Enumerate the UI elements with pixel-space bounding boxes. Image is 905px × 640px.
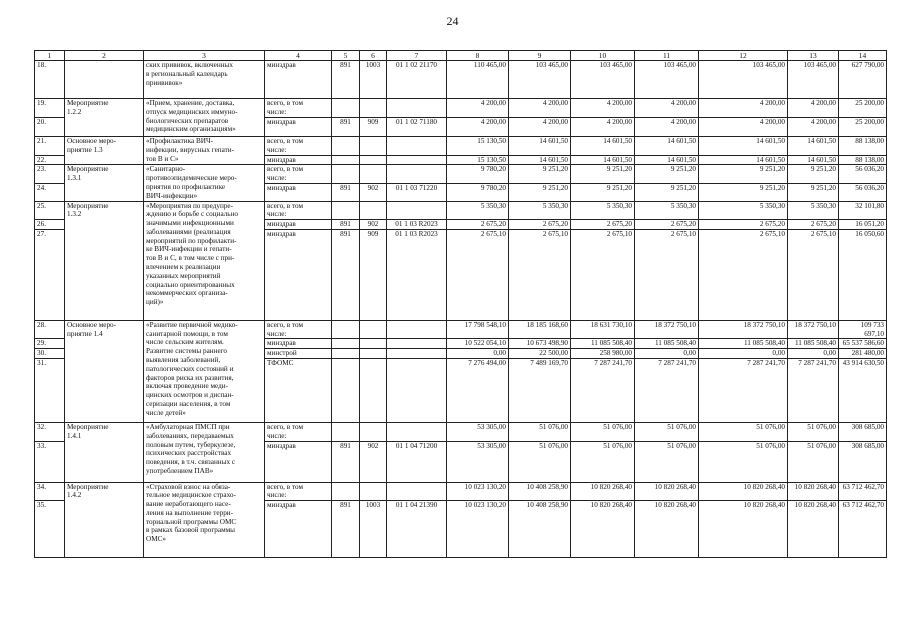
year-amount-cell: 9 251,20	[699, 184, 788, 201]
total-amount-cell: 308 685,00	[839, 441, 887, 482]
target-article-cell	[387, 155, 447, 165]
target-article-cell: 01 1 02 71180	[387, 118, 447, 137]
row-number-cell: 22.	[35, 155, 65, 165]
year-amount-cell: 4 200,00	[635, 118, 699, 137]
row-number-cell: 27.	[35, 229, 65, 320]
year-amount-cell: 9 251,20	[699, 165, 788, 184]
year-amount-cell: 10 820 268,40	[571, 501, 635, 558]
year-amount-cell: 0,00	[699, 349, 788, 359]
target-article-cell: 01 1 02 21170	[387, 61, 447, 99]
program-cell: Мероприятие 1.3.1	[65, 165, 144, 201]
year-amount-cell: 51 076,00	[635, 422, 699, 441]
executor-cell: минстрой	[265, 349, 332, 359]
row-number-cell: 26.	[35, 220, 65, 230]
grbs-code-cell	[332, 165, 360, 184]
program-cell: Основное меро- приятие 1.3	[65, 137, 144, 165]
row-number-cell: 24.	[35, 184, 65, 201]
grbs-code-cell: 891	[332, 220, 360, 230]
year-amount-cell: 5 350,30	[509, 201, 571, 220]
activity-name-cell: ских прививок, включенных в региональный календарь приививок»	[144, 61, 265, 99]
grbs-code-cell	[332, 482, 360, 501]
total-amount-cell: 63 712 462,70	[839, 482, 887, 501]
year-amount-cell: 10 820 268,40	[699, 482, 788, 501]
total-amount-cell: 109 733 697,10	[839, 320, 887, 339]
year-amount-cell: 0,00	[635, 349, 699, 359]
table-row	[35, 61, 887, 99]
year-amount-cell: 10 673 498,90	[509, 339, 571, 349]
year-amount-cell: 14 601,50	[788, 155, 839, 165]
year-amount-cell: 14 601,50	[509, 155, 571, 165]
section-code-cell	[360, 349, 387, 359]
year-amount-cell: 14 601,50	[699, 155, 788, 165]
year-amount-cell: 14 601,50	[509, 137, 571, 156]
target-article-cell: 01 1 03 R2023	[387, 229, 447, 320]
year-amount-cell: 9 251,20	[509, 184, 571, 201]
total-amount-cell: 63 712 462,70	[839, 501, 887, 558]
executor-cell: минздрав	[265, 501, 332, 558]
year-amount-cell: 9 251,20	[788, 184, 839, 201]
grbs-code-cell	[332, 358, 360, 422]
year-amount-cell: 18 631 730,10	[571, 320, 635, 339]
total-amount-cell: 43 914 630,50	[839, 358, 887, 422]
section-code-cell: 1003	[360, 61, 387, 99]
grbs-code-cell	[332, 349, 360, 359]
column-number-cell: 14	[839, 51, 887, 61]
grbs-code-cell: 891	[332, 61, 360, 99]
page-number: 24	[446, 14, 459, 28]
section-code-cell: 902	[360, 220, 387, 230]
total-amount-cell: 32 101,80	[839, 201, 887, 220]
year-amount-cell: 4 200,00	[699, 99, 788, 118]
year-amount-cell: 4 200,00	[788, 118, 839, 137]
year-amount-cell: 9 251,20	[788, 165, 839, 184]
budget-table	[34, 50, 887, 558]
year-amount-cell: 9 251,20	[635, 184, 699, 201]
year-amount-cell: 14 601,50	[635, 155, 699, 165]
target-article-cell: 01 1 04 71200	[387, 441, 447, 482]
row-number-cell: 33.	[35, 441, 65, 482]
executor-cell: минздрав	[265, 184, 332, 201]
target-article-cell	[387, 201, 447, 220]
target-article-cell: 01 1 04 21390	[387, 501, 447, 558]
executor-cell: всего, в том числе:	[265, 165, 332, 184]
section-code-cell: 902	[360, 184, 387, 201]
target-article-cell	[387, 137, 447, 156]
target-article-cell	[387, 482, 447, 501]
grbs-code-cell: 891	[332, 184, 360, 201]
year-amount-cell: 15 130,50	[447, 155, 509, 165]
year-amount-cell: 51 076,00	[571, 441, 635, 482]
year-amount-cell: 9 780,20	[447, 165, 509, 184]
row-number-cell: 35.	[35, 501, 65, 558]
year-amount-cell: 2 675,20	[635, 220, 699, 230]
year-amount-cell: 18 372 750,10	[699, 320, 788, 339]
year-amount-cell: 2 675,10	[571, 229, 635, 320]
executor-cell: минздрав	[265, 155, 332, 165]
executor-cell: всего, в том числе:	[265, 201, 332, 220]
year-amount-cell: 18 185 168,60	[509, 320, 571, 339]
target-article-cell	[387, 339, 447, 349]
year-amount-cell: 10 820 268,40	[635, 501, 699, 558]
column-number-cell: 9	[509, 51, 571, 61]
year-amount-cell: 4 200,00	[509, 118, 571, 137]
program-cell: Основное меро- приятие 1.4	[65, 320, 144, 422]
program-cell: Мероприятие 1.2.2	[65, 99, 144, 137]
total-amount-cell: 65 537 586,60	[839, 339, 887, 349]
total-amount-cell: 627 790,00	[839, 61, 887, 99]
activity-name-cell: «Прием, хранение, доставка, отпуск медицинских иммуно- биологических препаратов медицинским организациям»	[144, 99, 265, 137]
row-number-cell: 34.	[35, 482, 65, 501]
year-amount-cell: 11 085 508,40	[635, 339, 699, 349]
total-amount-cell: 88 138,00	[839, 155, 887, 165]
activity-name-cell: «Развитие первичной медико- санитарной помощи, в том числе сельским жителям. Развитие системы раннего выявления заболеваний, патологических состояний и факторов риска их развития, включая проведение меди- цинских осмотров и диспан- серизации населения, в том числе детей»	[144, 320, 265, 422]
year-amount-cell: 4 200,00	[571, 118, 635, 137]
target-article-cell	[387, 358, 447, 422]
year-amount-cell: 7 489 169,70	[509, 358, 571, 422]
target-article-cell	[387, 99, 447, 118]
year-amount-cell: 4 200,00	[509, 99, 571, 118]
year-amount-cell: 110 465,00	[447, 61, 509, 99]
grbs-code-cell	[332, 422, 360, 441]
column-number-cell: 7	[387, 51, 447, 61]
year-amount-cell: 9 251,20	[635, 165, 699, 184]
year-amount-cell: 51 076,00	[635, 441, 699, 482]
executor-cell: всего, в том числе:	[265, 137, 332, 156]
year-amount-cell: 51 076,00	[699, 422, 788, 441]
year-amount-cell: 2 675,20	[509, 220, 571, 230]
grbs-code-cell	[332, 339, 360, 349]
year-amount-cell: 9 251,20	[571, 165, 635, 184]
year-amount-cell: 103 465,00	[788, 61, 839, 99]
total-amount-cell: 88 138,00	[839, 137, 887, 156]
year-amount-cell: 11 085 508,40	[699, 339, 788, 349]
executor-cell: всего, в том числе:	[265, 320, 332, 339]
year-amount-cell: 103 465,00	[699, 61, 788, 99]
table-row	[35, 99, 887, 118]
section-code-cell: 909	[360, 229, 387, 320]
column-number-cell: 1	[35, 51, 65, 61]
table-row	[35, 137, 887, 156]
executor-cell: всего, в том числе:	[265, 422, 332, 441]
year-amount-cell: 11 085 508,40	[571, 339, 635, 349]
total-amount-cell: 25 200,00	[839, 99, 887, 118]
executor-cell: всего, в том числе:	[265, 482, 332, 501]
executor-cell: минздрав	[265, 441, 332, 482]
row-number-cell: 19.	[35, 99, 65, 118]
year-amount-cell: 10 023 130,20	[447, 501, 509, 558]
column-number-cell: 4	[265, 51, 332, 61]
column-number-cell: 5	[332, 51, 360, 61]
year-amount-cell: 10 023 130,20	[447, 482, 509, 501]
program-cell	[65, 61, 144, 99]
target-article-cell: 01 1 03 R2023	[387, 220, 447, 230]
total-amount-cell: 281 480,00	[839, 349, 887, 359]
table-row	[35, 482, 887, 501]
row-number-cell: 20.	[35, 118, 65, 137]
executor-cell: ТФОМС	[265, 358, 332, 422]
year-amount-cell: 18 372 750,10	[635, 320, 699, 339]
executor-cell: минздрав	[265, 118, 332, 137]
row-number-cell: 28.	[35, 320, 65, 339]
activity-name-cell: «Амбулаторная ПМСП при заболеваниях, передаваемых половым путем, туберкулезе, психических расстройствах поведения, в т.ч. связанных с употреблением ПАВ»	[144, 422, 265, 482]
year-amount-cell: 7 287 241,70	[788, 358, 839, 422]
target-article-cell	[387, 320, 447, 339]
activity-name-cell: «Мероприятия по предупре- ждению и борьбе с социально значимыми инфекционными заболеваниями (реализация мероприятий по профилакти- ке ВИЧ-инфекции и гепати- тов В и С, в том числе с при- влечением к реализации указанных мероприятий социально ориентированных некоммерческих организа- ций)»	[144, 201, 265, 320]
year-amount-cell: 258 980,00	[571, 349, 635, 359]
row-number-cell: 18.	[35, 61, 65, 99]
year-amount-cell: 103 465,00	[509, 61, 571, 99]
year-amount-cell: 2 675,20	[447, 220, 509, 230]
total-amount-cell: 56 036,20	[839, 165, 887, 184]
executor-cell: минздрав	[265, 339, 332, 349]
total-amount-cell: 16 051,20	[839, 220, 887, 230]
year-amount-cell: 9 251,20	[509, 165, 571, 184]
year-amount-cell: 10 820 268,40	[635, 482, 699, 501]
year-amount-cell: 0,00	[788, 349, 839, 359]
year-amount-cell: 4 200,00	[447, 99, 509, 118]
year-amount-cell: 9 780,20	[447, 184, 509, 201]
grbs-code-cell	[332, 155, 360, 165]
year-amount-cell: 5 350,30	[635, 201, 699, 220]
target-article-cell	[387, 422, 447, 441]
table-row	[35, 320, 887, 339]
row-number-cell: 31.	[35, 358, 65, 422]
year-amount-cell: 22 500,00	[509, 349, 571, 359]
activity-name-cell: «Профилактика ВИЧ- инфекции, вирусных гепати- тов В и С»	[144, 137, 265, 165]
year-amount-cell: 2 675,10	[509, 229, 571, 320]
year-amount-cell: 10 820 268,40	[788, 482, 839, 501]
year-amount-cell: 11 085 508,40	[788, 339, 839, 349]
year-amount-cell: 51 076,00	[788, 422, 839, 441]
year-amount-cell: 4 200,00	[635, 99, 699, 118]
section-code-cell	[360, 358, 387, 422]
section-code-cell: 909	[360, 118, 387, 137]
year-amount-cell: 2 675,20	[788, 220, 839, 230]
section-code-cell	[360, 137, 387, 156]
year-amount-cell: 10 820 268,40	[788, 501, 839, 558]
row-number-cell: 23.	[35, 165, 65, 184]
row-number-cell: 25.	[35, 201, 65, 220]
table-row	[35, 165, 887, 184]
year-amount-cell: 5 350,30	[699, 201, 788, 220]
year-amount-cell: 14 601,50	[699, 137, 788, 156]
grbs-code-cell	[332, 99, 360, 118]
section-code-cell	[360, 482, 387, 501]
year-amount-cell: 2 675,10	[447, 229, 509, 320]
executor-cell: минздрав	[265, 61, 332, 99]
section-code-cell	[360, 201, 387, 220]
section-code-cell: 1003	[360, 501, 387, 558]
year-amount-cell: 10 820 268,40	[699, 501, 788, 558]
row-number-cell: 32.	[35, 422, 65, 441]
column-number-cell: 2	[65, 51, 144, 61]
total-amount-cell: 16 050,60	[839, 229, 887, 320]
year-amount-cell: 10 408 258,90	[509, 501, 571, 558]
executor-cell: всего, в том числе:	[265, 99, 332, 118]
year-amount-cell: 5 350,30	[571, 201, 635, 220]
program-cell: Мероприятие 1.4.2	[65, 482, 144, 558]
section-code-cell: 902	[360, 441, 387, 482]
row-number-cell: 30.	[35, 349, 65, 359]
year-amount-cell: 10 408 258,90	[509, 482, 571, 501]
year-amount-cell: 51 076,00	[571, 422, 635, 441]
year-amount-cell: 2 675,20	[571, 220, 635, 230]
activity-name-cell: «Санитарно- противоэпидемические меро- приятия по профилактике ВИЧ-инфекции»	[144, 165, 265, 201]
year-amount-cell: 103 465,00	[635, 61, 699, 99]
year-amount-cell: 2 675,10	[699, 229, 788, 320]
year-amount-cell: 4 200,00	[699, 118, 788, 137]
section-code-cell	[360, 339, 387, 349]
program-cell: Мероприятие 1.3.2	[65, 201, 144, 320]
year-amount-cell: 17 798 548,10	[447, 320, 509, 339]
year-amount-cell: 4 200,00	[571, 99, 635, 118]
year-amount-cell: 51 076,00	[788, 441, 839, 482]
column-number-cell: 6	[360, 51, 387, 61]
year-amount-cell: 2 675,20	[699, 220, 788, 230]
table-header-row	[35, 51, 887, 61]
year-amount-cell: 2 675,10	[788, 229, 839, 320]
column-number-cell: 3	[144, 51, 265, 61]
year-amount-cell: 7 287 241,70	[699, 358, 788, 422]
total-amount-cell: 308 685,00	[839, 422, 887, 441]
year-amount-cell: 4 200,00	[788, 99, 839, 118]
year-amount-cell: 103 465,00	[571, 61, 635, 99]
year-amount-cell: 51 076,00	[699, 441, 788, 482]
table-row	[35, 422, 887, 441]
grbs-code-cell	[332, 137, 360, 156]
year-amount-cell: 51 076,00	[509, 422, 571, 441]
column-number-cell: 8	[447, 51, 509, 61]
grbs-code-cell: 891	[332, 118, 360, 137]
section-code-cell	[360, 165, 387, 184]
executor-cell: минздрав	[265, 220, 332, 230]
grbs-code-cell: 891	[332, 501, 360, 558]
row-number-cell: 29.	[35, 339, 65, 349]
row-number-cell: 21.	[35, 137, 65, 156]
year-amount-cell: 7 287 241,70	[571, 358, 635, 422]
target-article-cell: 01 1 03 71220	[387, 184, 447, 201]
year-amount-cell: 10 522 054,10	[447, 339, 509, 349]
year-amount-cell: 0,00	[447, 349, 509, 359]
year-amount-cell: 53 305,00	[447, 441, 509, 482]
section-code-cell	[360, 422, 387, 441]
column-number-cell: 10	[571, 51, 635, 61]
executor-cell: минздрав	[265, 229, 332, 320]
column-number-cell: 11	[635, 51, 699, 61]
program-cell: Мероприятие 1.4.1	[65, 422, 144, 482]
grbs-code-cell	[332, 201, 360, 220]
grbs-code-cell	[332, 320, 360, 339]
grbs-code-cell: 891	[332, 229, 360, 320]
column-number-cell: 12	[699, 51, 788, 61]
year-amount-cell: 7 287 241,70	[635, 358, 699, 422]
section-code-cell	[360, 99, 387, 118]
section-code-cell	[360, 320, 387, 339]
year-amount-cell: 18 372 750,10	[788, 320, 839, 339]
year-amount-cell: 14 601,50	[571, 155, 635, 165]
target-article-cell	[387, 165, 447, 184]
year-amount-cell: 5 350,30	[788, 201, 839, 220]
year-amount-cell: 15 130,50	[447, 137, 509, 156]
year-amount-cell: 14 601,50	[788, 137, 839, 156]
section-code-cell	[360, 155, 387, 165]
year-amount-cell: 14 601,50	[635, 137, 699, 156]
year-amount-cell: 7 276 494,00	[447, 358, 509, 422]
table-row	[35, 201, 887, 220]
total-amount-cell: 56 036,20	[839, 184, 887, 201]
year-amount-cell: 10 820 268,40	[571, 482, 635, 501]
year-amount-cell: 14 601,50	[571, 137, 635, 156]
year-amount-cell: 51 076,00	[509, 441, 571, 482]
grbs-code-cell: 891	[332, 441, 360, 482]
year-amount-cell: 9 251,20	[571, 184, 635, 201]
total-amount-cell: 25 200,00	[839, 118, 887, 137]
column-number-cell: 13	[788, 51, 839, 61]
year-amount-cell: 5 350,30	[447, 201, 509, 220]
activity-name-cell: «Страховой взнос на обяза- тельное медицинское страхо- вание неработающего насе- ления на выполнение терри- ториальной программы ОМС в рамках базовой программы ОМС»	[144, 482, 265, 558]
target-article-cell	[387, 349, 447, 359]
year-amount-cell: 2 675,10	[635, 229, 699, 320]
year-amount-cell: 53 305,00	[447, 422, 509, 441]
year-amount-cell: 4 200,00	[447, 118, 509, 137]
